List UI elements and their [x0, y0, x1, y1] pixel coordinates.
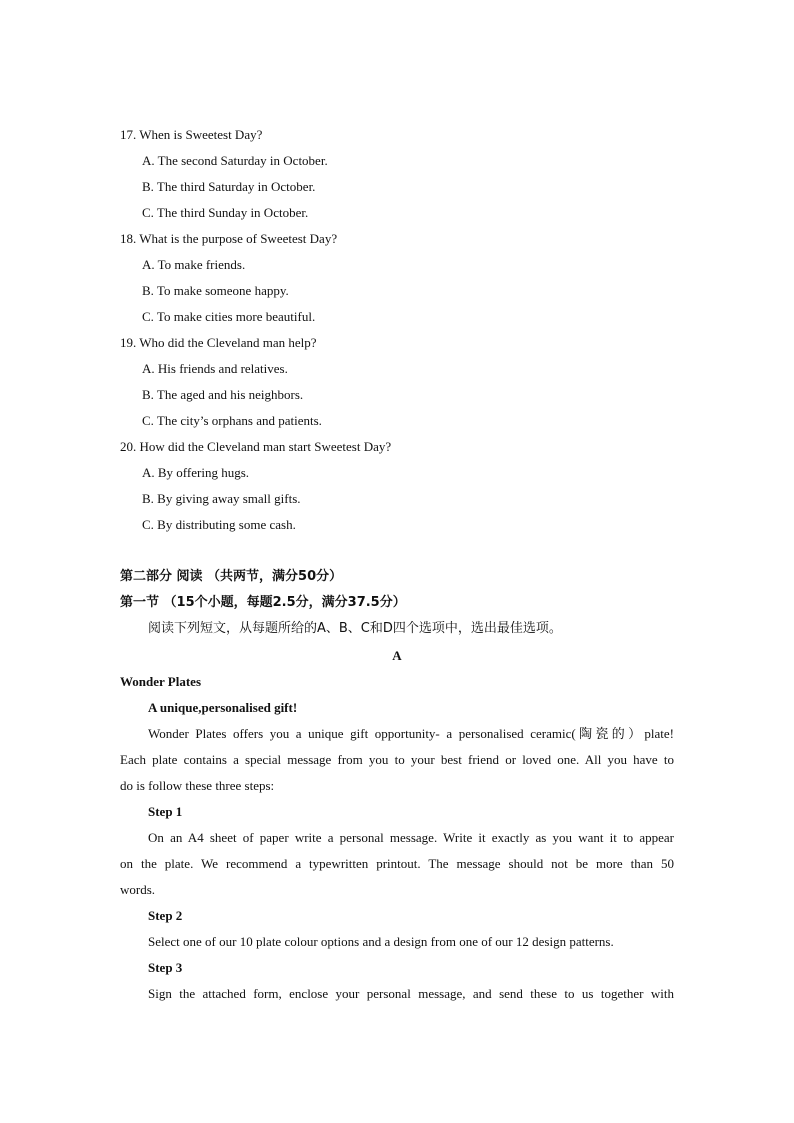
passage-label: A — [392, 648, 402, 663]
question-20-option-b: B. By giving away small gifts. — [142, 491, 301, 506]
step-1-line-3: words. — [120, 882, 156, 897]
question-20: 20. How did the Cleveland man start Sweetest Day? — [120, 439, 392, 454]
question-18: 18. What is the purpose of Sweetest Day? — [120, 231, 338, 246]
question-18-option-c: C. To make cities more beautiful. — [142, 309, 316, 324]
question-19: 19. Who did the Cleveland man help? — [120, 335, 317, 350]
step-3-line-1: Sign the attached form, enclose your personal message, and send these to us together with — [148, 986, 674, 1001]
question-19-option-a: A. His friends and relatives. — [142, 361, 288, 376]
step-2-line-1: Select one of our 10 plate colour options and a design from one of our 12 design patterns. — [148, 934, 614, 949]
step-2-label: Step 2 — [148, 908, 183, 923]
question-20-option-a: A. By offering hugs. — [142, 465, 250, 480]
question-17-option-c: C. The third Sunday in October. — [142, 205, 309, 220]
step-1-line-1: On an A4 sheet of paper write a personal message. Write it exactly as you want it to appear — [148, 830, 674, 845]
step-1-line-2: on the plate. We recommend a typewritten printout. The message should not be more than 50 — [120, 856, 674, 871]
question-20-option-c: C. By distributing some cash. — [142, 517, 296, 532]
part-heading: 第二部分 阅读 （共两节，满分50分） — [120, 569, 343, 584]
step-3-label: Step 3 — [148, 960, 183, 975]
intro-line-1: Wonder Plates offers you a unique gift opportunity- a personalised ceramic(陶瓷的）plate! — [148, 726, 674, 741]
question-19-option-c: C. The city’s orphans and patients. — [142, 413, 322, 428]
question-18-option-a: A. To make friends. — [142, 257, 246, 272]
passage-title: Wonder Plates — [120, 674, 202, 689]
intro-line-2: Each plate contains a special message from you to your best friend or loved one. All you have to — [120, 752, 674, 767]
section-heading: 第一节 （15个小题，每题2.5分，满分37.5分） — [120, 595, 406, 610]
step-1-label: Step 1 — [148, 804, 183, 819]
intro-line-3: do is follow these three steps: — [120, 778, 275, 793]
question-17: 17. When is Sweetest Day? — [120, 127, 263, 142]
instruction: 阅读下列短文，从每题所给的A、B、C和D四个选项中，选出最佳选项。 — [148, 621, 562, 636]
question-17-option-a: A. The second Saturday in October. — [142, 153, 328, 168]
question-17-option-b: B. The third Saturday in October. — [142, 179, 316, 194]
question-18-option-b: B. To make someone happy. — [142, 283, 289, 298]
passage-subtitle: A unique,personalised gift! — [148, 700, 298, 715]
question-19-option-b: B. The aged and his neighbors. — [142, 387, 304, 402]
